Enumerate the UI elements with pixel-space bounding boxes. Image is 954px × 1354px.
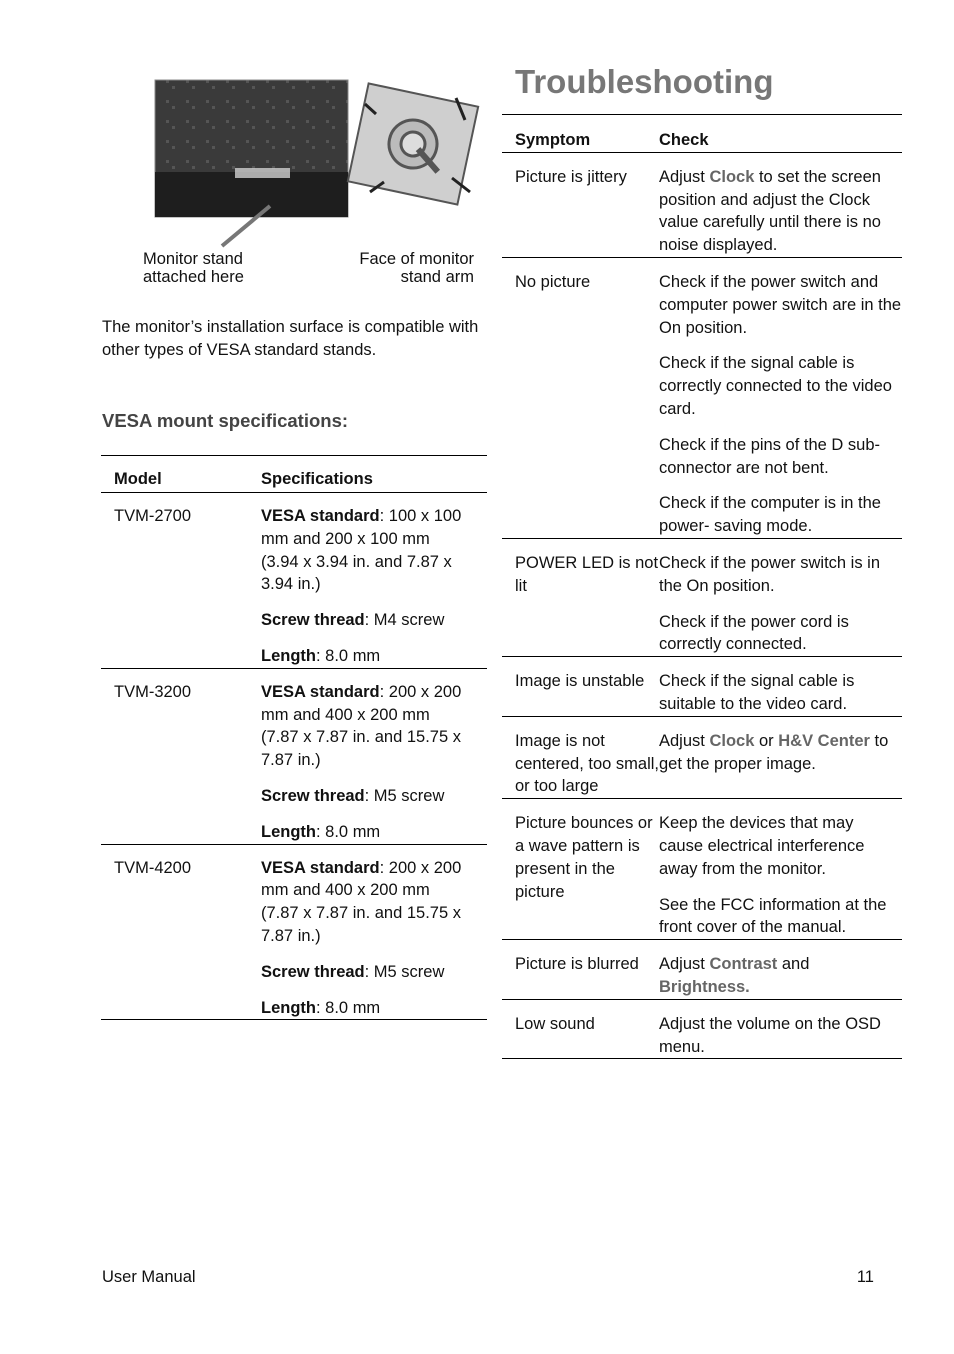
troubleshooting-table bbox=[502, 114, 902, 1059]
vesa-standard bbox=[261, 505, 487, 596]
length-label: Length bbox=[261, 998, 316, 1017]
menu-setting-name: Clock bbox=[709, 167, 755, 186]
check-text: Check if the signal cable is suitable to the video card. bbox=[659, 672, 855, 713]
page-number: 11 bbox=[856, 1268, 874, 1286]
vesa-standard-label: VESA standard bbox=[261, 682, 380, 701]
symptom-cell: Picture is jittery bbox=[502, 152, 659, 257]
vesa-standard-value: : 100 x 100 mm and 200 x 100 mm bbox=[261, 507, 462, 548]
check-cell bbox=[659, 538, 902, 656]
vesa-standard-inches: (3.94 x 3.94 in. and 7.87 x 3.94 in.) bbox=[261, 552, 452, 594]
table-row bbox=[502, 799, 902, 940]
check-text: Check if the power switch is in the On position. bbox=[659, 553, 881, 595]
screw-thread-label: Screw thread bbox=[261, 611, 365, 630]
vesa-standard bbox=[261, 857, 487, 948]
menu-setting-name: Contrast bbox=[709, 955, 778, 974]
check-cell bbox=[659, 657, 902, 717]
check-item bbox=[659, 1013, 902, 1059]
check-text: Check if the pins of the D sub-connector are not bent. bbox=[659, 435, 881, 477]
length-value: : 8.0 mm bbox=[316, 998, 381, 1017]
check-text: Adjust the volume on the OSD menu. bbox=[659, 1014, 881, 1056]
vesa-heading: VESA mount specifications: bbox=[102, 410, 349, 431]
screw-thread bbox=[261, 785, 487, 808]
screw-thread-value: : M5 screw bbox=[364, 786, 445, 805]
check-item bbox=[659, 611, 902, 657]
page-title: Troubleshooting bbox=[515, 63, 774, 100]
table-row bbox=[502, 657, 902, 717]
table-row bbox=[101, 668, 487, 844]
intro-paragraph: The monitor’s installation surface is compatible with other types of VESA standard stands. bbox=[102, 318, 479, 359]
menu-setting-name: Clock bbox=[709, 731, 755, 750]
check-text: to set the screen position and adjust the Clock value carefully until there is no noise displayed. bbox=[659, 167, 881, 255]
check-item bbox=[659, 894, 902, 940]
table-row bbox=[502, 940, 902, 1000]
vesa-standard bbox=[261, 681, 487, 772]
table-row bbox=[502, 538, 902, 656]
length bbox=[261, 645, 487, 668]
screw-thread bbox=[261, 609, 487, 632]
check-item bbox=[659, 352, 902, 420]
check-text: Check if the power switch and computer power switch are in the On position. bbox=[659, 272, 902, 337]
model-cell: TVM-3200 bbox=[101, 668, 261, 844]
table-row bbox=[502, 257, 902, 538]
check-cell bbox=[659, 257, 902, 538]
screw-thread-value: : M5 screw bbox=[364, 962, 445, 981]
check-text: Adjust bbox=[659, 955, 710, 974]
check-item bbox=[659, 953, 902, 999]
screw-thread-label: Screw thread bbox=[261, 962, 365, 981]
check-text: Adjust bbox=[659, 167, 710, 186]
check-item bbox=[659, 730, 902, 776]
table-row bbox=[502, 716, 902, 798]
check-item bbox=[659, 166, 902, 257]
check-text: See the FCC information at the front cover of the manual. bbox=[659, 895, 887, 937]
symptom-cell: Image is not centered, too small, or too large bbox=[502, 716, 659, 798]
table-row bbox=[101, 844, 487, 1020]
check-item bbox=[659, 552, 902, 598]
symptom-cell: Picture bounces or a wave pattern is present in the picture bbox=[502, 799, 659, 940]
screw-thread bbox=[261, 961, 487, 984]
check-text: Check if the signal cable is correctly connected to the video card. bbox=[659, 354, 892, 418]
check-text: Check if the computer is in the power- saving mode. bbox=[659, 494, 881, 536]
spec-cell bbox=[261, 493, 487, 669]
symptom-cell: No picture bbox=[502, 257, 659, 538]
vesa-standard-label: VESA standard bbox=[261, 507, 380, 525]
stand-figure bbox=[140, 74, 485, 294]
header-check: Check bbox=[659, 115, 902, 153]
model-cell: TVM-2700 bbox=[101, 493, 261, 669]
length-value: : 8.0 mm bbox=[316, 646, 381, 665]
check-item bbox=[659, 434, 902, 480]
menu-setting-name: H&V Center bbox=[778, 731, 870, 750]
check-cell bbox=[659, 799, 902, 940]
monitor-stand-illustration bbox=[140, 74, 485, 254]
length-label: Length bbox=[261, 822, 316, 841]
footer-title: User Manual bbox=[102, 1268, 196, 1286]
check-cell bbox=[659, 940, 902, 1000]
vesa-spec-table bbox=[101, 455, 487, 1020]
check-item bbox=[659, 812, 902, 880]
check-text: Check if the power cord is correctly connected. bbox=[659, 612, 849, 654]
length bbox=[261, 997, 487, 1020]
spec-cell bbox=[261, 844, 487, 1020]
screw-thread-label: Screw thread bbox=[261, 786, 365, 805]
table-row bbox=[502, 999, 902, 1059]
caption-line: attached here bbox=[143, 268, 244, 286]
caption-line: Monitor stand bbox=[143, 250, 243, 268]
caption-monitor-stand bbox=[143, 250, 244, 286]
check-text: Adjust bbox=[659, 731, 710, 750]
check-text: and bbox=[777, 955, 810, 974]
model-cell: TVM-4200 bbox=[101, 844, 261, 1020]
table-row bbox=[101, 493, 487, 669]
symptom-cell: Picture is blurred bbox=[502, 940, 659, 1000]
vesa-standard-inches: (7.87 x 7.87 in. and 15.75 x 7.87 in.) bbox=[261, 904, 461, 945]
length bbox=[261, 821, 487, 844]
caption-line: stand arm bbox=[400, 268, 474, 286]
spec-cell bbox=[261, 668, 487, 844]
header-specifications: Specifications bbox=[261, 456, 487, 493]
check-text: or bbox=[754, 731, 779, 750]
screw-thread-value: : M4 screw bbox=[364, 611, 445, 630]
table-row bbox=[502, 152, 902, 257]
header-model: Model bbox=[101, 456, 261, 493]
check-text: Keep the devices that may cause electrical interference away from the monitor. bbox=[659, 814, 865, 878]
vesa-standard-label: VESA standard bbox=[261, 858, 380, 877]
length-label: Length bbox=[261, 646, 316, 665]
vesa-standard-inches: (7.87 x 7.87 in. and 15.75 x 7.87 in.) bbox=[261, 728, 461, 770]
check-item bbox=[659, 271, 902, 339]
symptom-cell: Image is unstable bbox=[502, 657, 659, 717]
symptom-cell: Low sound bbox=[502, 999, 659, 1059]
check-item bbox=[659, 492, 902, 538]
check-cell bbox=[659, 716, 902, 798]
symptom-cell: POWER LED is not lit bbox=[502, 538, 659, 656]
check-item bbox=[659, 670, 902, 716]
length-value: : 8.0 mm bbox=[316, 822, 381, 841]
vesa-standard-value: : 200 x 200 mm and 400 x 200 mm bbox=[261, 682, 462, 724]
menu-setting-name: Brightness. bbox=[659, 977, 750, 996]
vesa-standard-value: : 200 x 200 mm and 400 x 200 mm bbox=[261, 858, 462, 900]
caption-stand-arm bbox=[359, 250, 474, 286]
check-cell bbox=[659, 152, 902, 257]
header-symptom: Symptom bbox=[502, 115, 659, 153]
check-cell bbox=[659, 999, 902, 1059]
caption-line: Face of monitor bbox=[359, 250, 474, 268]
check-text: to get the proper image. bbox=[659, 731, 889, 773]
